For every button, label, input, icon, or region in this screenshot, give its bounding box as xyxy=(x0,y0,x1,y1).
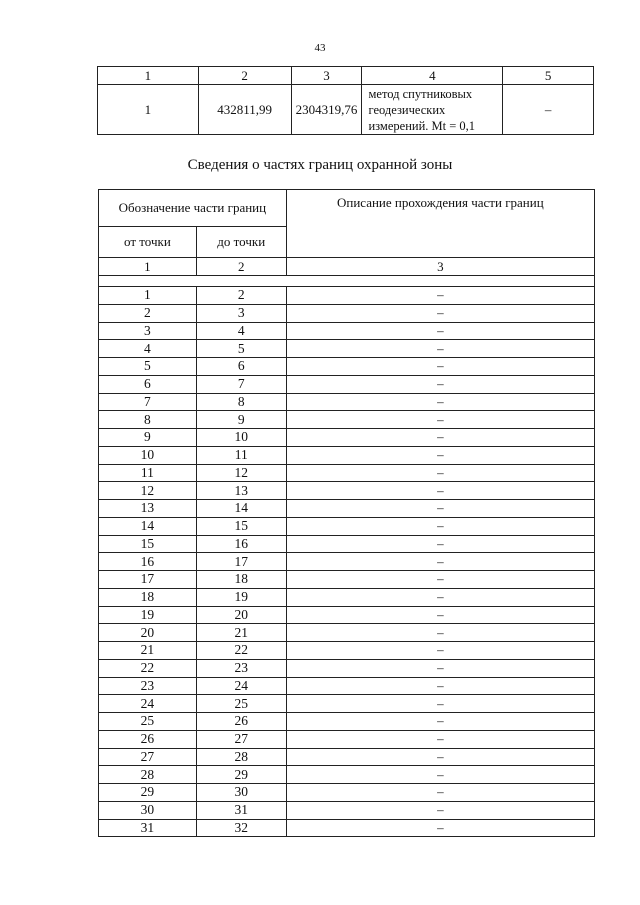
to-point-cell: 14 xyxy=(196,500,286,518)
description-cell: – xyxy=(286,446,594,464)
column-number-cell: 1 xyxy=(98,67,199,85)
to-point-cell: 26 xyxy=(196,713,286,731)
to-point-cell: 9 xyxy=(196,411,286,429)
description-cell: – xyxy=(286,624,594,642)
to-point-cell: 28 xyxy=(196,748,286,766)
coordinates-header-row xyxy=(98,67,594,85)
table-row xyxy=(99,606,595,624)
column-number-cell: 3 xyxy=(286,258,594,276)
description-cell: – xyxy=(286,642,594,660)
section-title: Сведения о частях границ охранной зоны xyxy=(187,157,453,173)
to-point-cell: 3 xyxy=(196,304,286,322)
to-point-cell: 12 xyxy=(196,464,286,482)
table-row xyxy=(99,482,595,500)
table-row xyxy=(99,304,595,322)
page-number: 43 xyxy=(314,42,326,54)
table-row xyxy=(99,659,595,677)
from-point-cell: 8 xyxy=(99,411,197,429)
from-point-cell: 14 xyxy=(99,517,197,535)
description-cell: – xyxy=(286,358,594,376)
to-point-header: до точки xyxy=(196,227,286,258)
from-point-cell: 28 xyxy=(99,766,197,784)
from-point-cell: 10 xyxy=(99,446,197,464)
to-point-cell: 5 xyxy=(196,340,286,358)
from-point-header: от точки xyxy=(99,227,197,258)
table-row xyxy=(99,819,595,837)
to-point-cell: 18 xyxy=(196,571,286,589)
method-line: метод спутниковых xyxy=(368,86,473,101)
table-row xyxy=(99,464,595,482)
to-point-cell: 30 xyxy=(196,784,286,802)
description-cell: – xyxy=(286,748,594,766)
to-point-cell: 22 xyxy=(196,642,286,660)
from-point-cell: 20 xyxy=(99,624,197,642)
from-point-cell: 17 xyxy=(99,571,197,589)
to-point-cell: 31 xyxy=(196,801,286,819)
description-cell: – xyxy=(286,730,594,748)
table-row xyxy=(99,375,595,393)
description-cell: – xyxy=(286,322,594,340)
point-number-cell: 1 xyxy=(98,85,199,135)
to-point-cell: 27 xyxy=(196,730,286,748)
to-point-cell: 13 xyxy=(196,482,286,500)
description-cell: – xyxy=(286,695,594,713)
description-cell: – xyxy=(286,713,594,731)
to-point-cell: 15 xyxy=(196,517,286,535)
from-point-cell: 2 xyxy=(99,304,197,322)
method-cell xyxy=(362,85,503,135)
description-cell: – xyxy=(286,588,594,606)
description-cell: – xyxy=(286,517,594,535)
table-row xyxy=(99,287,595,305)
column-number-cell: 4 xyxy=(362,67,503,85)
table-row xyxy=(99,429,595,447)
table-row xyxy=(99,642,595,660)
from-point-cell: 27 xyxy=(99,748,197,766)
description-cell: – xyxy=(286,766,594,784)
description-cell: – xyxy=(286,553,594,571)
table-row xyxy=(99,411,595,429)
table-row xyxy=(99,624,595,642)
from-point-cell: 1 xyxy=(99,287,197,305)
table-row xyxy=(99,784,595,802)
to-point-cell: 21 xyxy=(196,624,286,642)
table-row xyxy=(99,358,595,376)
to-point-cell: 32 xyxy=(196,819,286,837)
description-cell: – xyxy=(286,784,594,802)
to-point-cell: 24 xyxy=(196,677,286,695)
to-point-cell: 19 xyxy=(196,588,286,606)
description-cell: – xyxy=(286,535,594,553)
to-point-cell: 17 xyxy=(196,553,286,571)
description-cell: – xyxy=(286,287,594,305)
description-cell: – xyxy=(286,606,594,624)
column-number-cell: 2 xyxy=(198,67,291,85)
table-row xyxy=(99,588,595,606)
description-cell: – xyxy=(286,677,594,695)
from-point-cell: 15 xyxy=(99,535,197,553)
x-coordinate-cell: 432811,99 xyxy=(198,85,291,135)
to-point-cell: 4 xyxy=(196,322,286,340)
column-number-cell: 1 xyxy=(99,258,197,276)
to-point-cell: 23 xyxy=(196,659,286,677)
description-cell: – xyxy=(286,464,594,482)
description-cell: – xyxy=(286,500,594,518)
parts-header-row xyxy=(99,190,595,227)
description-cell: – xyxy=(286,429,594,447)
description-cell: – xyxy=(286,801,594,819)
to-point-cell: 11 xyxy=(196,446,286,464)
table-row xyxy=(99,677,595,695)
column-number-cell: 2 xyxy=(196,258,286,276)
from-point-cell: 24 xyxy=(99,695,197,713)
table-row xyxy=(99,393,595,411)
table-row xyxy=(99,748,595,766)
description-cell: – xyxy=(286,411,594,429)
from-point-cell: 9 xyxy=(99,429,197,447)
from-point-cell: 16 xyxy=(99,553,197,571)
coordinates-table xyxy=(97,66,594,135)
from-point-cell: 3 xyxy=(99,322,197,340)
table-row xyxy=(99,322,595,340)
table-row xyxy=(99,695,595,713)
from-point-cell: 19 xyxy=(99,606,197,624)
description-cell: – xyxy=(286,393,594,411)
description-cell: – xyxy=(503,85,594,135)
boundary-parts-table xyxy=(98,189,595,837)
from-point-cell: 13 xyxy=(99,500,197,518)
from-point-cell: 25 xyxy=(99,713,197,731)
description-cell: – xyxy=(286,659,594,677)
table-row xyxy=(99,446,595,464)
table-row xyxy=(99,517,595,535)
from-point-cell: 7 xyxy=(99,393,197,411)
from-point-cell: 31 xyxy=(99,819,197,837)
from-point-cell: 30 xyxy=(99,801,197,819)
description-cell: – xyxy=(286,571,594,589)
from-point-cell: 11 xyxy=(99,464,197,482)
from-point-cell: 6 xyxy=(99,375,197,393)
table-row xyxy=(99,500,595,518)
to-point-cell: 7 xyxy=(196,375,286,393)
table-row xyxy=(99,730,595,748)
from-point-cell: 29 xyxy=(99,784,197,802)
table-row xyxy=(99,801,595,819)
column-number-row xyxy=(99,258,595,276)
column-number-cell: 5 xyxy=(503,67,594,85)
to-point-cell: 20 xyxy=(196,606,286,624)
from-point-cell: 4 xyxy=(99,340,197,358)
from-point-cell: 22 xyxy=(99,659,197,677)
table-row xyxy=(99,535,595,553)
description-cell: – xyxy=(286,482,594,500)
description-cell: – xyxy=(286,375,594,393)
description-cell: – xyxy=(286,340,594,358)
boundary-part-designation-header: Обозначение части границ xyxy=(99,190,287,227)
description-cell: – xyxy=(286,304,594,322)
blank-cell xyxy=(99,276,595,287)
table-row xyxy=(99,766,595,784)
description-cell: – xyxy=(286,819,594,837)
boundary-description-header: Описание прохождения части границ xyxy=(286,190,594,258)
to-point-cell: 6 xyxy=(196,358,286,376)
from-point-cell: 5 xyxy=(99,358,197,376)
from-point-cell: 26 xyxy=(99,730,197,748)
table-row xyxy=(99,713,595,731)
column-number-cell: 3 xyxy=(291,67,362,85)
to-point-cell: 10 xyxy=(196,429,286,447)
table-row xyxy=(99,340,595,358)
to-point-cell: 2 xyxy=(196,287,286,305)
method-line: измерений. Mt = 0,1 xyxy=(368,118,476,133)
method-line: геодезических xyxy=(368,102,446,117)
table-row xyxy=(99,571,595,589)
from-point-cell: 12 xyxy=(99,482,197,500)
blank-row xyxy=(99,276,595,287)
from-point-cell: 23 xyxy=(99,677,197,695)
to-point-cell: 16 xyxy=(196,535,286,553)
y-coordinate-cell: 2304319,76 xyxy=(291,85,362,135)
from-point-cell: 21 xyxy=(99,642,197,660)
to-point-cell: 25 xyxy=(196,695,286,713)
to-point-cell: 8 xyxy=(196,393,286,411)
to-point-cell: 29 xyxy=(196,766,286,784)
table-row xyxy=(99,553,595,571)
from-point-cell: 18 xyxy=(99,588,197,606)
coordinates-data-row xyxy=(98,85,594,135)
